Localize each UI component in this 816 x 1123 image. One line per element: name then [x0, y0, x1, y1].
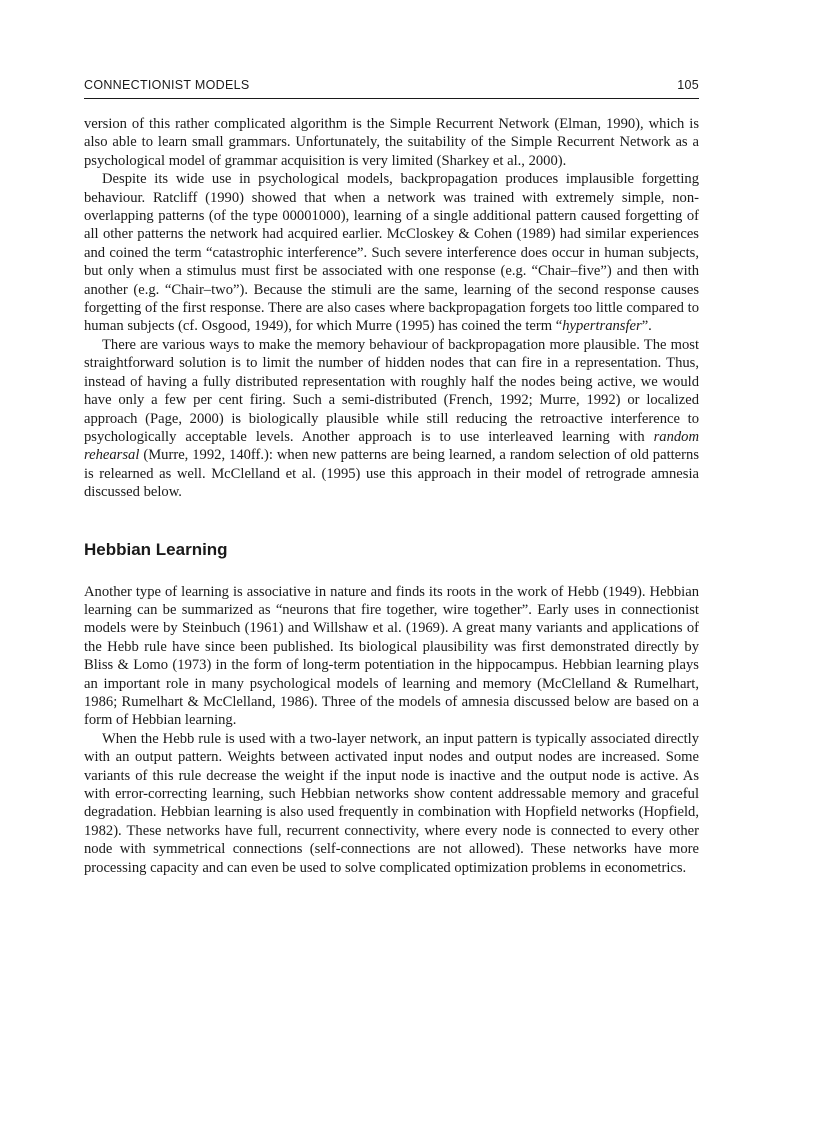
paragraph-2-italic-term: hypertransfer — [562, 318, 642, 335]
paragraph-5: When the Hebb rule is used with a two-layer network, an input pattern is typically associated directly with an output pattern. Weights between activated input nodes and output nodes are increased. Some variants of this rule decrease the weight if the input node is inactive and the output node is active. As with error-correcting learning, such Hebbian networks show content addressable memory and graceful degradation. Hebbian learning is also used frequently in combination with Hopfield networks (Hopfield, 1982). These networks have full, recurrent connectivity, where every node is connected to every other node with symmetrical connections (self-connections are not allowed). These networks have more processing capacity and can even be used to solve complicated optimization problems in econometrics. — [84, 730, 699, 876]
paragraph-3-text: There are various ways to make the memory behaviour of backpropagation more plausible. The most straightforward solution is to limit the number of hidden nodes that can fire in a representation. Thus, instead of having a fully distributed representation with roughly half the nodes being active, we would have only a few per cent firing. Such a semi-distributed (French, 1992; Murre, 1992) or localized approach (Page, 2000) is biologically plausible while still reducing the retroactive interference to psychologically acceptable levels. Another approach is to use interleaved learning with — [84, 336, 699, 445]
book-page — [84, 78, 699, 877]
paragraph-3-italic-term: random rehearsal — [84, 428, 699, 464]
paragraph-2 — [84, 170, 699, 336]
paragraph-4: Another type of learning is associative in nature and finds its roots in the work of Hebb (1949). Hebbian learning can be summarized as “neurons that fire together, wire together”. Early uses in connectionist models were by Steinbuch (1961) and Willshaw et al. (1969). A great many variants and applications of the Hebb rule have since been published. Its biological plausibility was first demonstrated directly by Bliss & Lomo (1973) in the form of long-term potentiation in the hippocampus. Hebbian learning plays an important role in many psychological models of learning and memory (McClelland & Rumelhart, 1986; Rumelhart & McClelland, 1986). Three of the models of amnesia discussed below are based on a form of Hebbian learning. — [84, 583, 699, 729]
section-heading: Hebbian Learning — [84, 539, 228, 559]
running-head — [84, 78, 699, 99]
page-number: 105 — [677, 78, 699, 92]
body-text — [84, 115, 699, 877]
paragraph-3 — [84, 336, 699, 502]
paragraph-2-text: Despite its wide use in psychological models, backpropagation produces implausible forgetting behaviour. Ratcliff (1990) showed that when a network was trained with extremely simple, non-overlapping patterns (of the type 00001000), learning of a single additional pattern caused forgetting of all other patterns the network had acquired earlier. McCloskey & Cohen (1989) had similar experiences and coined the term “catastrophic interference”. Such severe interference does occur in human subjects, but only when a stimulus must first be associated with one response (e.g. “Chair–five”) and then with another (e.g. “Chair–two”). Because the stimuli are the same, learning of the second response causes forgetting of the first response. There are also cases where backpropagation forgets too little compared to human subjects (cf. Osgood, 1949), for which Murre (1995) has coined the term “ — [84, 171, 699, 335]
paragraph-2-text-end: ”. — [641, 318, 652, 335]
paragraph-1: version of this rather complicated algorithm is the Simple Recurrent Network (Elman, 1990), which is also able to learn small grammars. Unfortunately, the suitability of the Simple Recurrent Network as a psychological model of grammar acquisition is very limited (Sharkey et al., 2000). — [84, 116, 699, 169]
paragraph-3-text-end: (Murre, 1992, 140ff.): when new patterns are being learned, a random selection of old patterns is relearned as well. McClelland et al. (1995) use this approach in their model of retrograde amnesia discussed below. — [84, 447, 699, 501]
chapter-title: CONNECTIONIST MODELS — [84, 78, 250, 92]
